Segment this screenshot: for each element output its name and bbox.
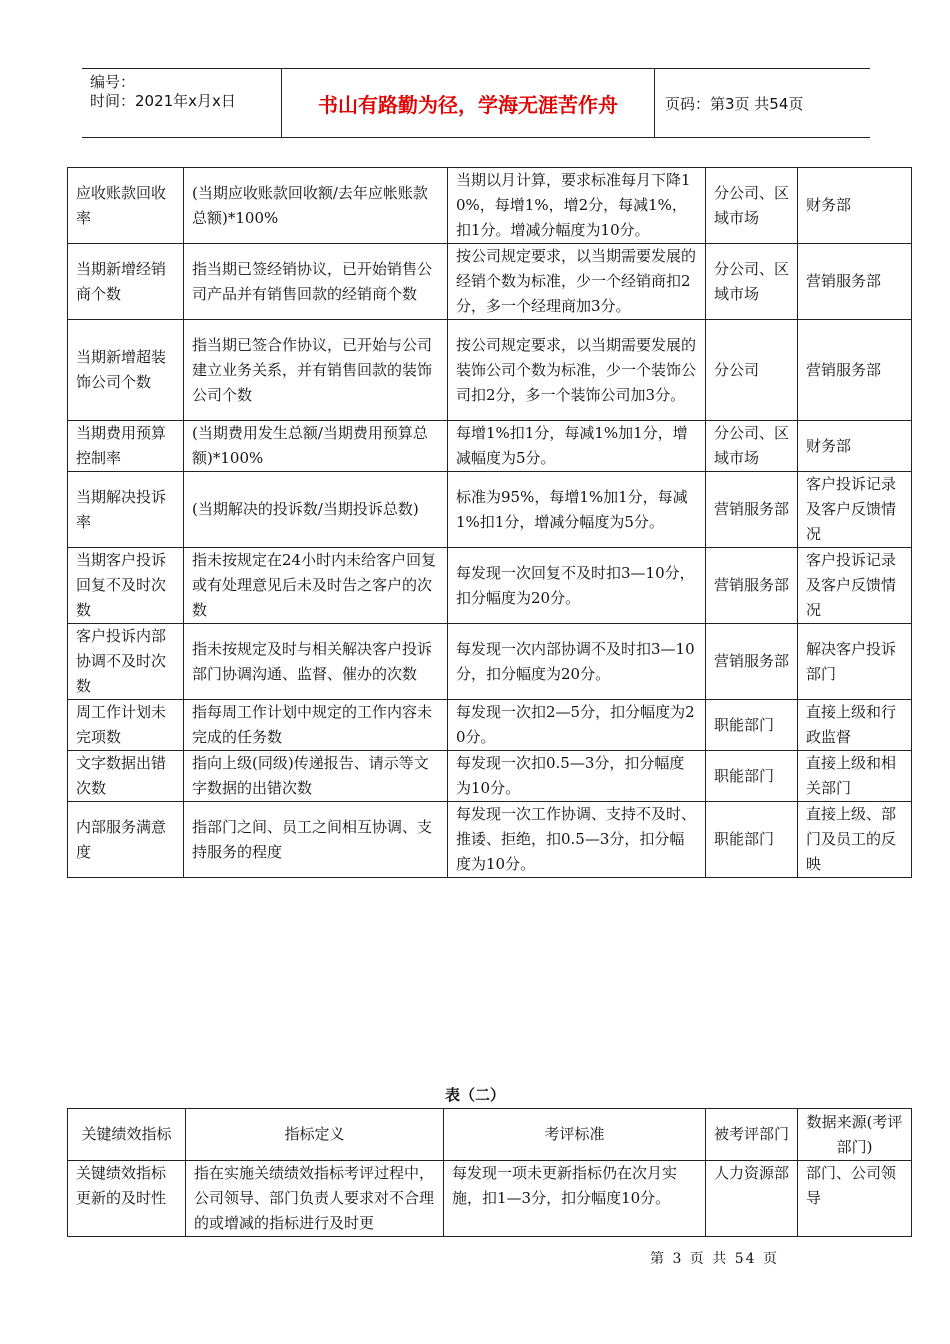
cell-indicator: 当期新增超装饰公司个数 (68, 320, 184, 421)
header-meta (82, 69, 282, 137)
number-label: 编号： (90, 73, 136, 91)
cell-evaluated: 分公司、区域市场 (706, 244, 798, 320)
cell-evaluated: 营销服务部 (706, 624, 798, 700)
cell-evaluated: 职能部门 (706, 802, 798, 878)
table-row (68, 320, 912, 421)
cell-indicator: 应收账款回收率 (68, 168, 184, 244)
cell-definition: 指在实施关绩绩效指标考评过程中，公司领导、部门负责人要求对不合理的或增减的指标进行及时更 (186, 1161, 444, 1237)
cell-source: 营销服务部 (798, 244, 912, 320)
cell-indicator: 当期客户投诉回复不及时次数 (68, 548, 184, 624)
table2-caption: 表（二） (444, 1086, 505, 1104)
cell-definition: 指向上级(同级)传递报告、请示等文字数据的出错次数 (184, 751, 448, 802)
cell-definition: (当期解决的投诉数/当期投诉总数) (184, 472, 448, 548)
table-row (68, 700, 912, 751)
header-source: 数据来源(考评部门) (798, 1109, 912, 1161)
cell-indicator: 当期新增经销商个数 (68, 244, 184, 320)
cell-indicator: 客户投诉内部协调不及时次数 (68, 624, 184, 700)
table-row (68, 1161, 912, 1237)
cell-definition: (当期费用发生总额/当期费用预算总额)*100% (184, 421, 448, 472)
time-label: 时间：2021年x月x日 (90, 92, 236, 110)
cell-evaluated: 人力资源部 (706, 1161, 798, 1237)
cell-source: 客户投诉记录及客户反馈情况 (798, 472, 912, 548)
cell-standard: 标准为95%，每增1%加1分，每减1%扣1分，增减分幅度为5分。 (448, 472, 706, 548)
header-definition: 指标定义 (186, 1109, 444, 1161)
cell-indicator: 当期费用预算控制率 (68, 421, 184, 472)
cell-indicator: 关键绩效指标更新的及时性 (68, 1161, 186, 1237)
cell-evaluated: 职能部门 (706, 700, 798, 751)
header-evaluated: 被考评部门 (706, 1109, 798, 1161)
cell-definition: (当期应收账款回收额/去年应帐账款总额)*100% (184, 168, 448, 244)
table-row (68, 751, 912, 802)
cell-source: 客户投诉记录及客户反馈情况 (798, 548, 912, 624)
table-row (68, 548, 912, 624)
header-standard: 考评标准 (444, 1109, 706, 1161)
cell-standard: 按公司规定要求，以当期需要发展的装饰公司个数为标准，少一个装饰公司扣2分，多一个装饰公司加3分。 (448, 320, 706, 421)
table-row (68, 624, 912, 700)
cell-source: 直接上级、部门及员工的反映 (798, 802, 912, 878)
header-page-info: 页码：第3页 共54页 (665, 94, 804, 113)
cell-standard: 每发现一次扣0.5—3分，扣分幅度为10分。 (448, 751, 706, 802)
kpi-table-2 (67, 1108, 912, 1237)
cell-indicator: 当期解决投诉率 (68, 472, 184, 548)
cell-standard: 每发现一次回复不及时扣3—10分，扣分幅度为20分。 (448, 548, 706, 624)
cell-source: 财务部 (798, 421, 912, 472)
cell-source: 解决客户投诉部门 (798, 624, 912, 700)
table2-header-row (68, 1109, 912, 1161)
cell-indicator: 周工作计划未完项数 (68, 700, 184, 751)
cell-standard: 每发现一次扣2—5分，扣分幅度为20分。 (448, 700, 706, 751)
cell-definition: 指未按规定及时与相关解决客户投诉部门协调沟通、监督、催办的次数 (184, 624, 448, 700)
table-row (68, 421, 912, 472)
cell-source: 部门、公司领导 (798, 1161, 912, 1237)
header-indicator: 关键绩效指标 (68, 1109, 186, 1161)
kpi-table-1 (67, 167, 912, 878)
cell-definition: 指部门之间、员工之间相互协调、支持服务的程度 (184, 802, 448, 878)
cell-indicator: 内部服务满意度 (68, 802, 184, 878)
cell-definition: 指每周工作计划中规定的工作内容未完成的任务数 (184, 700, 448, 751)
cell-evaluated: 分公司 (706, 320, 798, 421)
table-row (68, 802, 912, 878)
cell-source: 直接上级和相关部门 (798, 751, 912, 802)
table-row (68, 168, 912, 244)
cell-definition: 指未按规定在24小时内未给客户回复或有处理意见后未及时告之客户的次数 (184, 548, 448, 624)
cell-standard: 每增1%扣1分，每减1%加1分，增减幅度为5分。 (448, 421, 706, 472)
cell-standard: 当期以月计算，要求标准每月下降10%，每增1%，增2分，每减1%，扣1分。增减分幅度为10分。 (448, 168, 706, 244)
page-footer: 第 3 页 共 54 页 (650, 1251, 779, 1267)
cell-definition: 指当期已签经销协议，已开始销售公司产品并有销售回款的经销商个数 (184, 244, 448, 320)
table-row (68, 244, 912, 320)
cell-standard: 每发现一次工作协调、支持不及时、推诿、拒绝，扣0.5—3分，扣分幅度为10分。 (448, 802, 706, 878)
cell-evaluated: 营销服务部 (706, 472, 798, 548)
cell-source: 财务部 (798, 168, 912, 244)
cell-evaluated: 职能部门 (706, 751, 798, 802)
cell-evaluated: 分公司、区域市场 (706, 421, 798, 472)
cell-standard: 按公司规定要求，以当期需要发展的经销个数为标准，少一个经销商扣2分，多一个经理商加3分。 (448, 244, 706, 320)
page-header (82, 68, 870, 138)
cell-evaluated: 分公司、区域市场 (706, 168, 798, 244)
cell-definition: 指当期已签合作协议，已开始与公司建立业务关系，并有销售回款的装饰公司个数 (184, 320, 448, 421)
cell-source: 直接上级和行政监督 (798, 700, 912, 751)
cell-source: 营销服务部 (798, 320, 912, 421)
header-motto: 书山有路勤为径，学海无涯苦作舟 (282, 69, 655, 137)
cell-evaluated: 营销服务部 (706, 548, 798, 624)
cell-standard: 每发现一次内部协调不及时扣3—10分，扣分幅度为20分。 (448, 624, 706, 700)
cell-indicator: 文字数据出错次数 (68, 751, 184, 802)
cell-standard: 每发现一项未更新指标仍在次月实施，扣1—3分，扣分幅度10分。 (444, 1161, 706, 1237)
table-row (68, 472, 912, 548)
